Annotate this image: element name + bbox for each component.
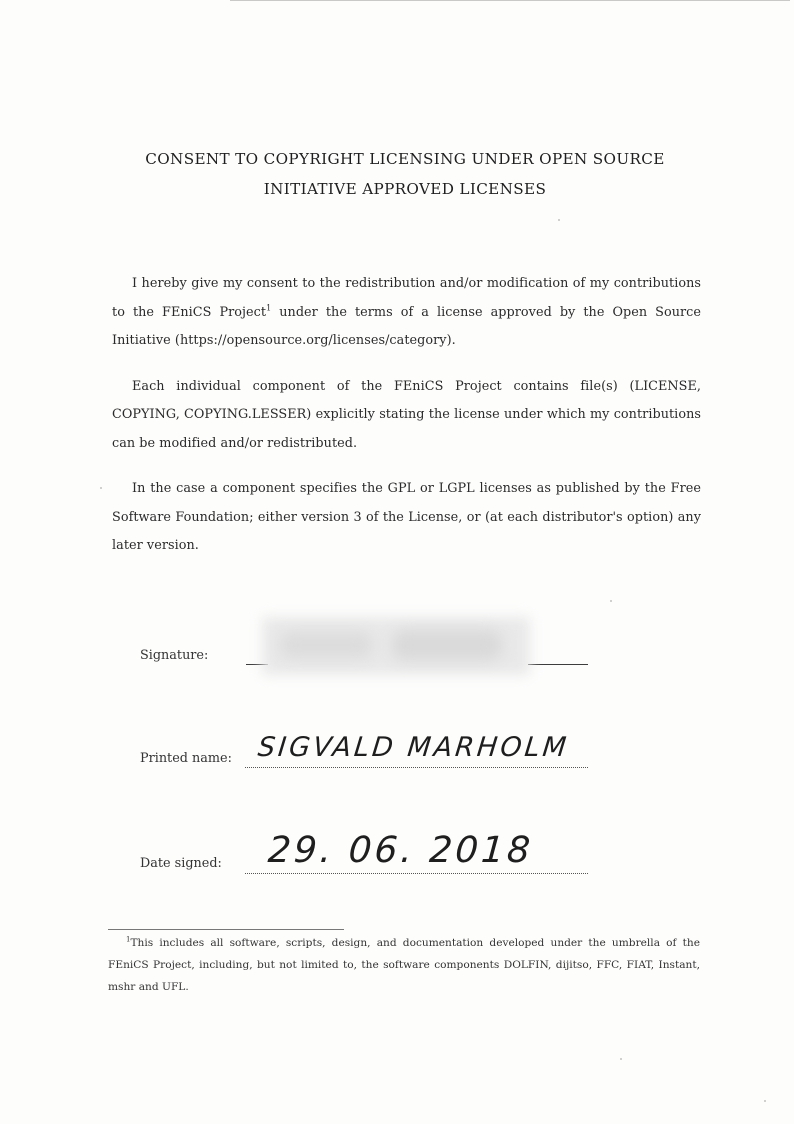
signature-line-right xyxy=(528,664,588,665)
footnote xyxy=(108,932,700,998)
signature-redacted-blur-part xyxy=(280,632,372,658)
date-signed-label: Date signed: xyxy=(140,856,222,871)
scan-speck xyxy=(100,487,102,489)
scan-speck xyxy=(620,1058,622,1060)
printed-name-handwritten: SIGVALD MARHOLM xyxy=(256,732,571,763)
date-signed-handwritten: 29. 06. 2018 xyxy=(266,830,535,871)
date-signed-line xyxy=(245,873,588,874)
footnote-rule xyxy=(108,929,344,930)
title-line-1: CONSENT TO COPYRIGHT LICENSING UNDER OPEN SOURCE xyxy=(145,150,665,168)
scan-speck xyxy=(764,1100,766,1102)
printed-name-line xyxy=(245,767,588,768)
document-title xyxy=(95,144,715,204)
consent-paragraph xyxy=(112,270,701,356)
document-body xyxy=(112,270,701,578)
consent-text-end: under the terms of a license approved by the Open Source Initiative (https://opensource.org/licenses/category). xyxy=(112,304,702,348)
signature-redacted-blur-part xyxy=(392,630,502,660)
scan-edge-artifact xyxy=(230,0,790,1)
footnote-mark: 1 xyxy=(126,935,131,944)
footnote-reference: 1 xyxy=(266,303,272,313)
printed-name-label: Printed name: xyxy=(140,751,232,766)
scan-speck xyxy=(558,219,560,221)
consent-text-start: I hereby give my consent to the redistribution and/or modification of my contributions to the FEniCS Project xyxy=(112,276,701,320)
footnote-text: This includes all software, scripts, design, and documentation developed under the umbrella of the FEniCS Project, including, but not limited to, the software components DOLFIN, dijitso, FFC, FIAT, Instant, mshr and UFL. xyxy=(108,937,700,993)
title-line-2: INITIATIVE APPROVED LICENSES xyxy=(263,180,547,198)
signature-label: Signature: xyxy=(140,648,209,663)
license-files-paragraph: Each individual component of the FEniCS Project contains file(s) (LICENSE, COPYING, COPYING.LESSER) explicitly stating the license under which my contributions can be modified and/or redistributed. xyxy=(112,378,701,451)
gpl-paragraph: In the case a component specifies the GPL or LGPL licenses as published by the Free Software Foundation; either version 3 of the License, or (at each distributor's option) any later version. xyxy=(112,481,701,553)
scan-speck xyxy=(610,600,612,602)
